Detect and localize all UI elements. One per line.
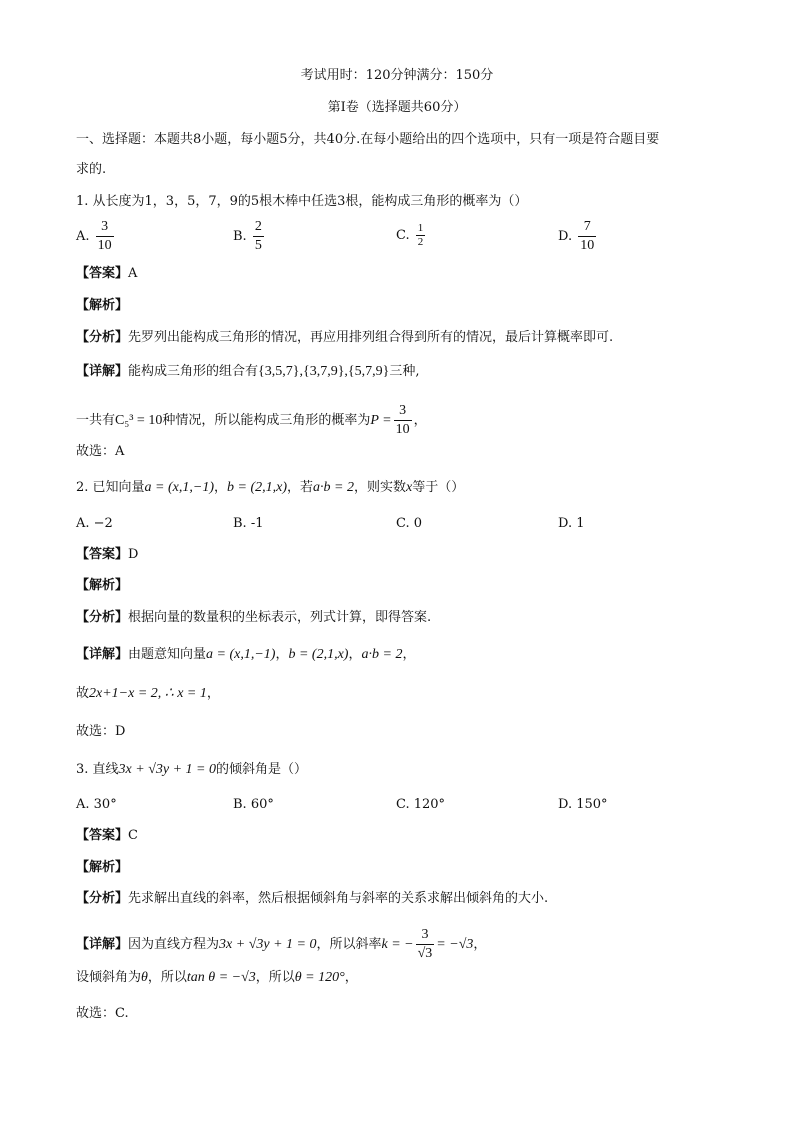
step-text: ，所以 <box>255 970 295 985</box>
detail-tag: 【详解】 <box>76 647 129 662</box>
fenxi-text: 先求解出直线的斜率，然后根据倾斜角与斜率的关系求解出倾斜角的大小. <box>128 891 549 906</box>
q3-step <box>76 968 358 988</box>
q3-option-a: A. 30° <box>76 797 117 812</box>
fenxi-text: 先罗列出能构成三角形的情况，再应用排列组合得到所有的情况，最后计算概率即可. <box>128 330 614 345</box>
q1-option-c <box>396 222 427 249</box>
option-letter: A. <box>76 229 90 244</box>
detail-fraction <box>416 926 435 963</box>
detail-math: b = (2,1,x) <box>288 647 349 662</box>
fraction-denominator: 2 <box>417 236 424 248</box>
answer-tag: 【答案】 <box>76 828 129 843</box>
option-fraction <box>578 218 596 255</box>
fraction-denominator: 10 <box>580 238 595 253</box>
fenxi-tag: 【分析】 <box>76 330 129 345</box>
step-text: 故 <box>76 686 90 701</box>
exam-info: 考试用时：120分钟满分：150分 <box>300 68 494 83</box>
section-intro-line1: 一、选择题：本题共8小题，每小题5分，共40分.在每小题给出的四个选项中，只有一项是符合题目要 <box>76 132 660 147</box>
answer-value: C <box>128 828 138 843</box>
answer-tag: 【答案】 <box>76 547 129 562</box>
step-math: θ <box>141 970 148 985</box>
q2-analysis-heading <box>76 576 128 596</box>
detail-text: ， <box>275 647 289 662</box>
q3-stem <box>76 760 307 780</box>
stem-math: x <box>405 480 413 495</box>
q1-answer <box>76 264 137 284</box>
stem-text: ，若 <box>287 480 314 495</box>
q3-answer <box>76 826 138 846</box>
fraction-numerator: 2 <box>253 218 264 237</box>
q2-step <box>76 684 220 704</box>
step-text: ，所以 <box>147 970 187 985</box>
option-fraction <box>96 218 114 255</box>
detail-tag: 【详解】 <box>76 364 129 379</box>
q2-option-a: A. −2 <box>76 516 113 531</box>
fenxi-text: 根据向量的数量积的坐标表示，列式计算，即得答案. <box>128 610 432 625</box>
q1-detail-line2 <box>76 402 427 439</box>
stem-text: 等于（） <box>412 480 465 495</box>
q2-conclusion: 故选：D <box>76 724 126 739</box>
section-intro-line2: 求的. <box>76 162 107 177</box>
q3-option-c: C. 120° <box>396 797 446 812</box>
analysis-tag: 【解析】 <box>76 298 129 313</box>
detail-text: ，所以斜率 <box>316 937 382 952</box>
fraction-denominator: 10 <box>97 238 112 253</box>
detail-math: {3,5,7},{3,7,9},{5,7,9} <box>258 364 390 379</box>
stem-text: 的倾斜角是（） <box>216 762 308 777</box>
detail-text: ， <box>413 413 427 428</box>
stem-math: b = (2,1,x) <box>227 480 287 495</box>
fraction-numerator: 3 <box>394 402 412 421</box>
q3-conclusion: 故选：C. <box>76 1006 129 1021</box>
option-fraction <box>253 218 264 255</box>
q3-analysis-heading <box>76 858 128 878</box>
q1-stem: 1. 从长度为1，3，5，7，9的5根木棒中任选3根，能构成三角形的概率为（） <box>76 194 528 209</box>
answer-value: D <box>128 547 139 562</box>
q1-option-a <box>76 218 116 255</box>
option-fraction <box>416 222 426 249</box>
detail-math: = −√3 <box>436 937 474 952</box>
fraction-numerator: 3 <box>416 926 435 945</box>
analysis-tag: 【解析】 <box>76 578 129 593</box>
fraction-numerator: 1 <box>417 222 424 234</box>
stem-text: ，则实数 <box>353 480 406 495</box>
fraction-denominator: 5 <box>254 238 262 253</box>
option-letter: B. <box>233 229 247 244</box>
detail-fraction <box>394 402 412 439</box>
q3-detail <box>76 926 486 963</box>
q1-option-b <box>233 218 266 255</box>
q2-fenxi <box>76 608 431 628</box>
stem-math: a = (x,1,−1) <box>144 480 214 495</box>
q3-option-d: D. 150° <box>558 797 608 812</box>
q2-option-b: B. -1 <box>233 516 264 531</box>
step-math: 2x+1−x = 2, ∴ x = 1 <box>89 686 207 701</box>
volume-title: 第Ⅰ卷（选择题共60分） <box>327 100 467 115</box>
q1-conclusion: 故选：A <box>76 444 125 459</box>
q1-detail-line1 <box>76 362 420 382</box>
detail-text: ， <box>402 647 416 662</box>
detail-math: 3x + √3y + 1 = 0 <box>219 937 317 952</box>
detail-text: 能构成三角形的组合有 <box>128 364 259 379</box>
option-letter: C. <box>396 228 410 243</box>
stem-text: 3. 直线 <box>76 762 119 777</box>
q2-option-d: D. 1 <box>558 516 585 531</box>
stem-text: ， <box>213 480 227 495</box>
q2-answer <box>76 545 138 565</box>
fraction-denominator: 10 <box>395 422 410 437</box>
q3-option-b: B. 60° <box>233 797 274 812</box>
detail-text: 由题意知向量 <box>128 647 207 662</box>
q1-option-d <box>558 218 598 255</box>
detail-text: 三种, <box>389 364 420 379</box>
q2-option-c: C. 0 <box>396 516 423 531</box>
detail-text: 一共有 <box>76 413 116 428</box>
step-math: tan θ = −√3 <box>186 970 256 985</box>
detail-tag: 【详解】 <box>76 937 129 952</box>
fenxi-tag: 【分析】 <box>76 891 129 906</box>
step-math: θ = 120° <box>294 970 345 985</box>
step-text: 设倾斜角为 <box>76 970 142 985</box>
fenxi-tag: 【分析】 <box>76 610 129 625</box>
analysis-tag: 【解析】 <box>76 860 129 875</box>
answer-value: A <box>128 266 138 281</box>
stem-text: 2. 已知向量 <box>76 480 145 495</box>
q2-stem <box>76 478 464 498</box>
answer-tag: 【答案】 <box>76 266 129 281</box>
detail-text: 因为直线方程为 <box>128 937 220 952</box>
detail-math-p: P = <box>370 413 392 428</box>
detail-math: C₅³ = 10 <box>115 413 163 428</box>
step-text: ， <box>344 970 358 985</box>
step-text: ， <box>206 686 220 701</box>
detail-text: ， <box>348 647 362 662</box>
q1-fenxi <box>76 328 613 348</box>
fraction-denominator: √3 <box>417 946 433 961</box>
detail-math-k: k = − <box>381 937 414 952</box>
detail-math: a = (x,1,−1) <box>206 647 276 662</box>
detail-text: ， <box>473 937 487 952</box>
fraction-numerator: 3 <box>96 218 114 237</box>
stem-math: 3x + √3y + 1 = 0 <box>118 762 216 777</box>
stem-math: a·b = 2 <box>313 480 354 495</box>
q3-fenxi <box>76 889 548 909</box>
fraction-numerator: 7 <box>578 218 596 237</box>
detail-text: 种情况，所以能构成三角形的概率为 <box>162 413 371 428</box>
detail-math: a·b = 2 <box>361 647 403 662</box>
option-letter: D. <box>558 229 573 244</box>
q2-detail <box>76 645 415 665</box>
q1-analysis-heading <box>76 296 128 316</box>
